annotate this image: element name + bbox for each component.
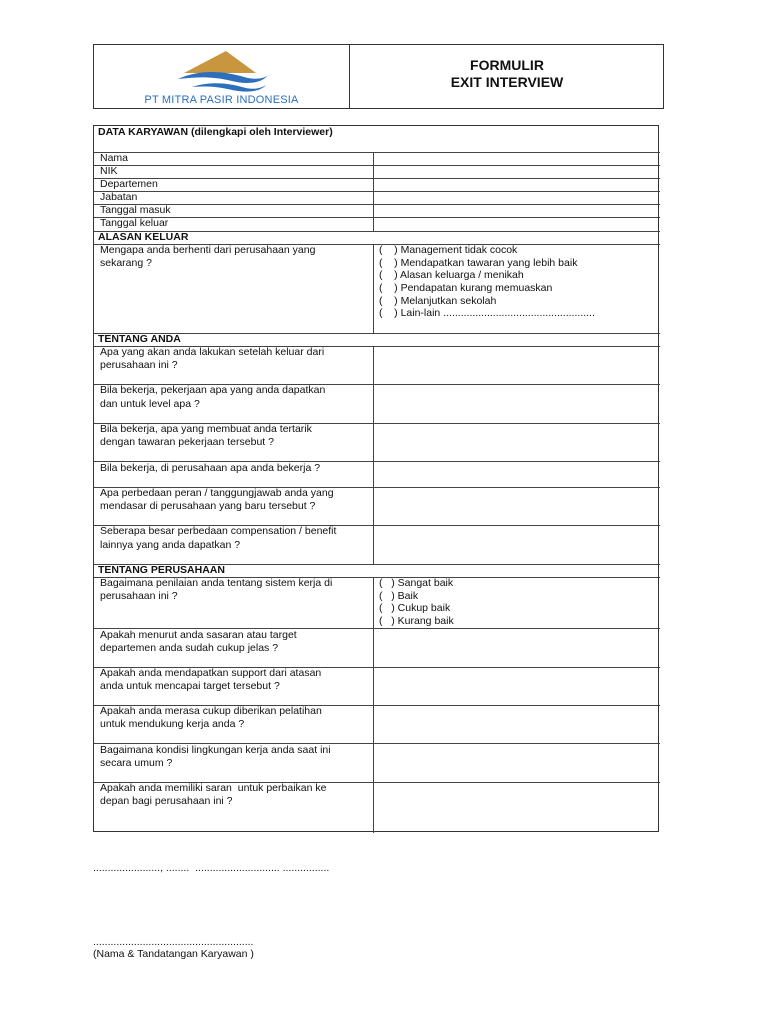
signature-label: (Nama & Tandatangan Karyawan ) [93,948,254,960]
rating-option[interactable]: ( ) Sangat baik [379,577,454,589]
answer-field-nama[interactable] [375,153,659,165]
section-heading-tentang-perusahaan: TENTANG PERUSAHAAN [98,564,225,576]
field-label-tanggal-masuk: Tanggal masuk [100,204,171,216]
question-text: perusahaan ini ? [100,590,178,602]
question-text: Seberapa besar perbedaan compensation / benefit [100,525,337,537]
question-alasan-line1: Mengapa anda berhenti dari perusahaan yang [100,244,316,256]
field-label-nama: Nama [100,152,129,164]
form-header [93,44,664,109]
question-text: lainnya yang anda dapatkan ? [100,539,241,551]
section-heading-alasan-keluar: ALASAN KELUAR [98,231,189,243]
question-text: Apa perbedaan peran / tanggungjawab anda yang [100,487,334,499]
checkbox-option[interactable]: ( ) Melanjutkan sekolah [379,295,497,307]
checkbox-option[interactable]: ( ) Lain-lain .................................................... [379,307,595,319]
question-alasan-line2: sekarang ? [100,257,152,269]
form-title-line2: EXIT INTERVIEW [450,74,564,90]
place-date-line[interactable]: ......................., ........ ............................. ................ [93,862,330,874]
answer-field-tanggal-keluar[interactable] [375,218,659,230]
rating-option[interactable]: ( ) Kurang baik [379,615,454,627]
checkbox-option[interactable]: ( ) Pendapatan kurang memuaskan [379,282,553,294]
question-text: Bila bekerja, di perusahaan apa anda bekerja ? [100,462,321,474]
answer-field-tanggal-masuk[interactable] [375,205,659,217]
question-text: Apakah menurut anda sasaran atau target [100,629,297,641]
field-label-tanggal-keluar: Tanggal keluar [100,217,169,229]
checkbox-option[interactable]: ( ) Mendapatkan tawaran yang lebih baik [379,257,578,269]
answer-field-nik[interactable] [375,166,659,178]
field-label-nik: NIK [100,165,118,177]
column-divider [373,244,374,333]
section-heading-data-karyawan: DATA KARYAWAN (dilengkapi oleh Interviewer) [98,126,333,138]
question-text: Apakah anda memiliki saran untuk perbaikan ke [100,782,327,794]
answer-field-departemen[interactable] [375,179,659,191]
question-text: untuk mendukung kerja anda ? [100,718,245,730]
checkbox-option[interactable]: ( ) Management tidak cocok [379,244,518,256]
company-name: PT MITRA PASIR INDONESIA [144,94,299,106]
question-text: secara umum ? [100,757,173,769]
question-text: dengan tawaran pekerjaan tersebut ? [100,436,274,448]
question-text: Bila bekerja, apa yang membuat anda tertarik [100,423,312,435]
column-divider [373,346,374,564]
rating-option[interactable]: ( ) Baik [379,590,419,602]
checkbox-option[interactable]: ( ) Alasan keluarga / menikah [379,269,524,281]
question-text: mendasar di perusahaan yang baru tersebut ? [100,500,316,512]
question-text: Apakah anda mendapatkan support dari atasan [100,667,322,679]
form-title-line1: FORMULIR [470,57,544,73]
question-text: Apa yang akan anda lakukan setelah keluar dari [100,346,325,358]
company-logo [174,45,270,95]
rating-option[interactable]: ( ) Cukup baik [379,602,451,614]
column-divider [373,577,374,833]
question-text: anda untuk mencapai target tersebut ? [100,680,280,692]
question-text: departemen anda sudah cukup jelas ? [100,642,279,654]
signature-line[interactable]: ....................................................... [93,936,254,948]
field-label-departemen: Departemen [100,178,158,190]
question-text: Bagaimana kondisi lingkungan kerja anda saat ini [100,744,331,756]
exit-interview-form [93,125,659,832]
question-text: Bila bekerja, pekerjaan apa yang anda dapatkan [100,384,326,396]
question-text: perusahaan ini ? [100,359,178,371]
mountain-wave-logo-icon [174,45,270,95]
field-label-jabatan: Jabatan [100,191,138,203]
question-text: Bagaimana penilaian anda tentang sistem kerja di [100,577,333,589]
column-divider [373,152,374,231]
answer-field-jabatan[interactable] [375,192,659,204]
question-text: depan bagi perusahaan ini ? [100,795,233,807]
question-text: dan untuk level apa ? [100,398,200,410]
section-heading-tentang-anda: TENTANG ANDA [98,333,181,345]
question-text: Apakah anda merasa cukup diberikan pelatihan [100,705,322,717]
